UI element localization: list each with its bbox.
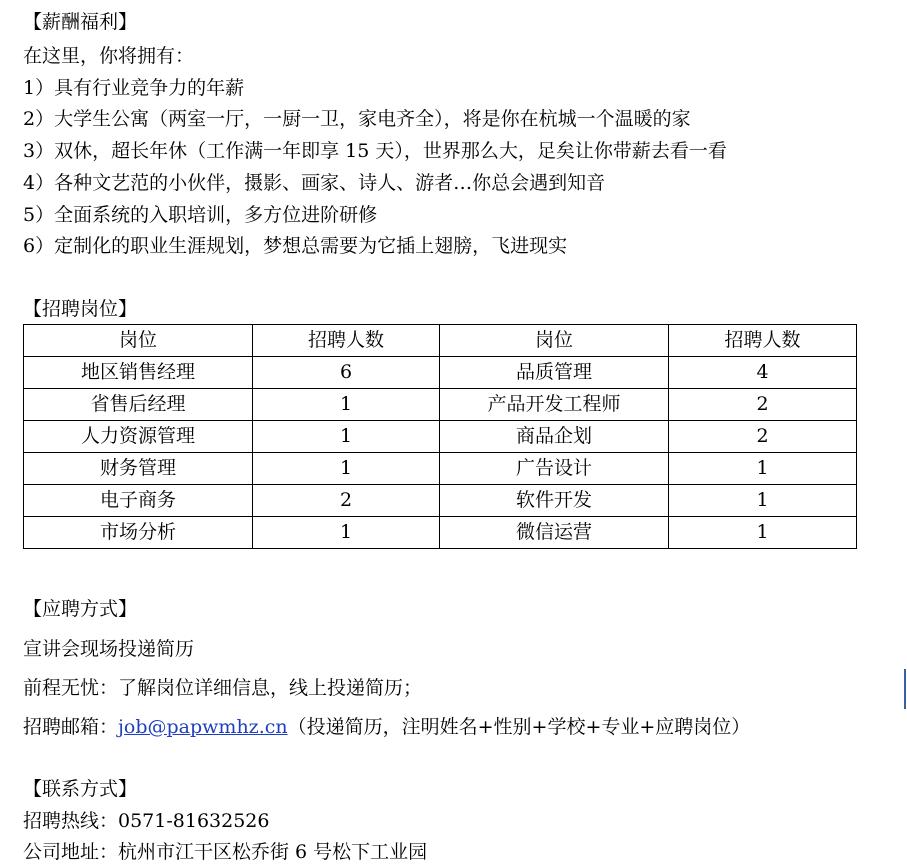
apply-line-online: 前程无忧：了解岗位详细信息，线上投递简历；: [23, 677, 423, 699]
table-row: [24, 517, 857, 549]
contact-heading: 【联系方式】: [23, 778, 138, 800]
header-position: 岗位: [24, 325, 253, 357]
contact-address: 公司地址：杭州市江干区松乔街 6 号松下工业园: [23, 841, 428, 863]
apply-email-line: [23, 715, 750, 739]
count-cell: 1: [253, 517, 440, 549]
count-cell: 2: [669, 421, 857, 453]
count-cell: 1: [669, 453, 857, 485]
position-cell: 软件开发: [440, 485, 669, 517]
table-row: [24, 357, 857, 389]
table-header-row: [24, 325, 857, 357]
position-cell: 市场分析: [24, 517, 253, 549]
count-cell: 1: [669, 485, 857, 517]
position-cell: 广告设计: [440, 453, 669, 485]
apply-line-onsite: 宣讲会现场投递简历: [23, 638, 195, 660]
contact-hotline: 招聘热线：0571-81632526: [23, 810, 270, 832]
position-cell: 财务管理: [24, 453, 253, 485]
position-cell: 省售后经理: [24, 389, 253, 421]
position-cell: 人力资源管理: [24, 421, 253, 453]
position-cell: 产品开发工程师: [440, 389, 669, 421]
count-cell: 1: [253, 389, 440, 421]
table-row: [24, 389, 857, 421]
email-note: （投递简历，注明姓名+性别+学校+专业+应聘岗位）: [287, 716, 751, 738]
benefits-heading: 【薪酬福利】: [23, 11, 138, 33]
count-cell: 2: [669, 389, 857, 421]
benefit-item-5: 5）全面系统的入职培训，多方位进阶研修: [23, 204, 378, 226]
benefit-item-2: 2）大学生公寓（两室一厅，一厨一卫，家电齐全），将是你在杭城一个温暖的家: [23, 108, 691, 130]
count-cell: 2: [253, 485, 440, 517]
positions-table: [23, 324, 857, 549]
count-cell: 6: [253, 357, 440, 389]
count-cell: 1: [253, 453, 440, 485]
header-position: 岗位: [440, 325, 669, 357]
count-cell: 1: [669, 517, 857, 549]
count-cell: 4: [669, 357, 857, 389]
table-row: [24, 421, 857, 453]
position-cell: 地区销售经理: [24, 357, 253, 389]
text-cursor: [904, 669, 906, 709]
position-cell: 品质管理: [440, 357, 669, 389]
count-cell: 1: [253, 421, 440, 453]
benefit-item-4: 4）各种文艺范的小伙伴，摄影、画家、诗人、游者…你总会遇到知音: [23, 172, 606, 194]
table-row: [24, 485, 857, 517]
header-count: 招聘人数: [253, 325, 440, 357]
positions-heading: 【招聘岗位】: [23, 298, 138, 320]
position-cell: 商品企划: [440, 421, 669, 453]
position-cell: 微信运营: [440, 517, 669, 549]
apply-heading: 【应聘方式】: [23, 598, 138, 620]
benefits-intro: 在这里，你将拥有：: [23, 45, 195, 67]
table-row: [24, 453, 857, 485]
email-link[interactable]: job@papwmhz.cn: [118, 716, 288, 738]
benefit-item-1: 1）具有行业竞争力的年薪: [23, 77, 245, 99]
position-cell: 电子商务: [24, 485, 253, 517]
benefit-item-6: 6）定制化的职业生涯规划，梦想总需要为它插上翅膀，飞进现实: [23, 235, 568, 257]
email-label: 招聘邮箱：: [23, 716, 119, 738]
benefit-item-3: 3）双休，超长年休（工作满一年即享 15 天），世界那么大，足矣让你带薪去看一看: [23, 140, 727, 162]
header-count: 招聘人数: [669, 325, 857, 357]
